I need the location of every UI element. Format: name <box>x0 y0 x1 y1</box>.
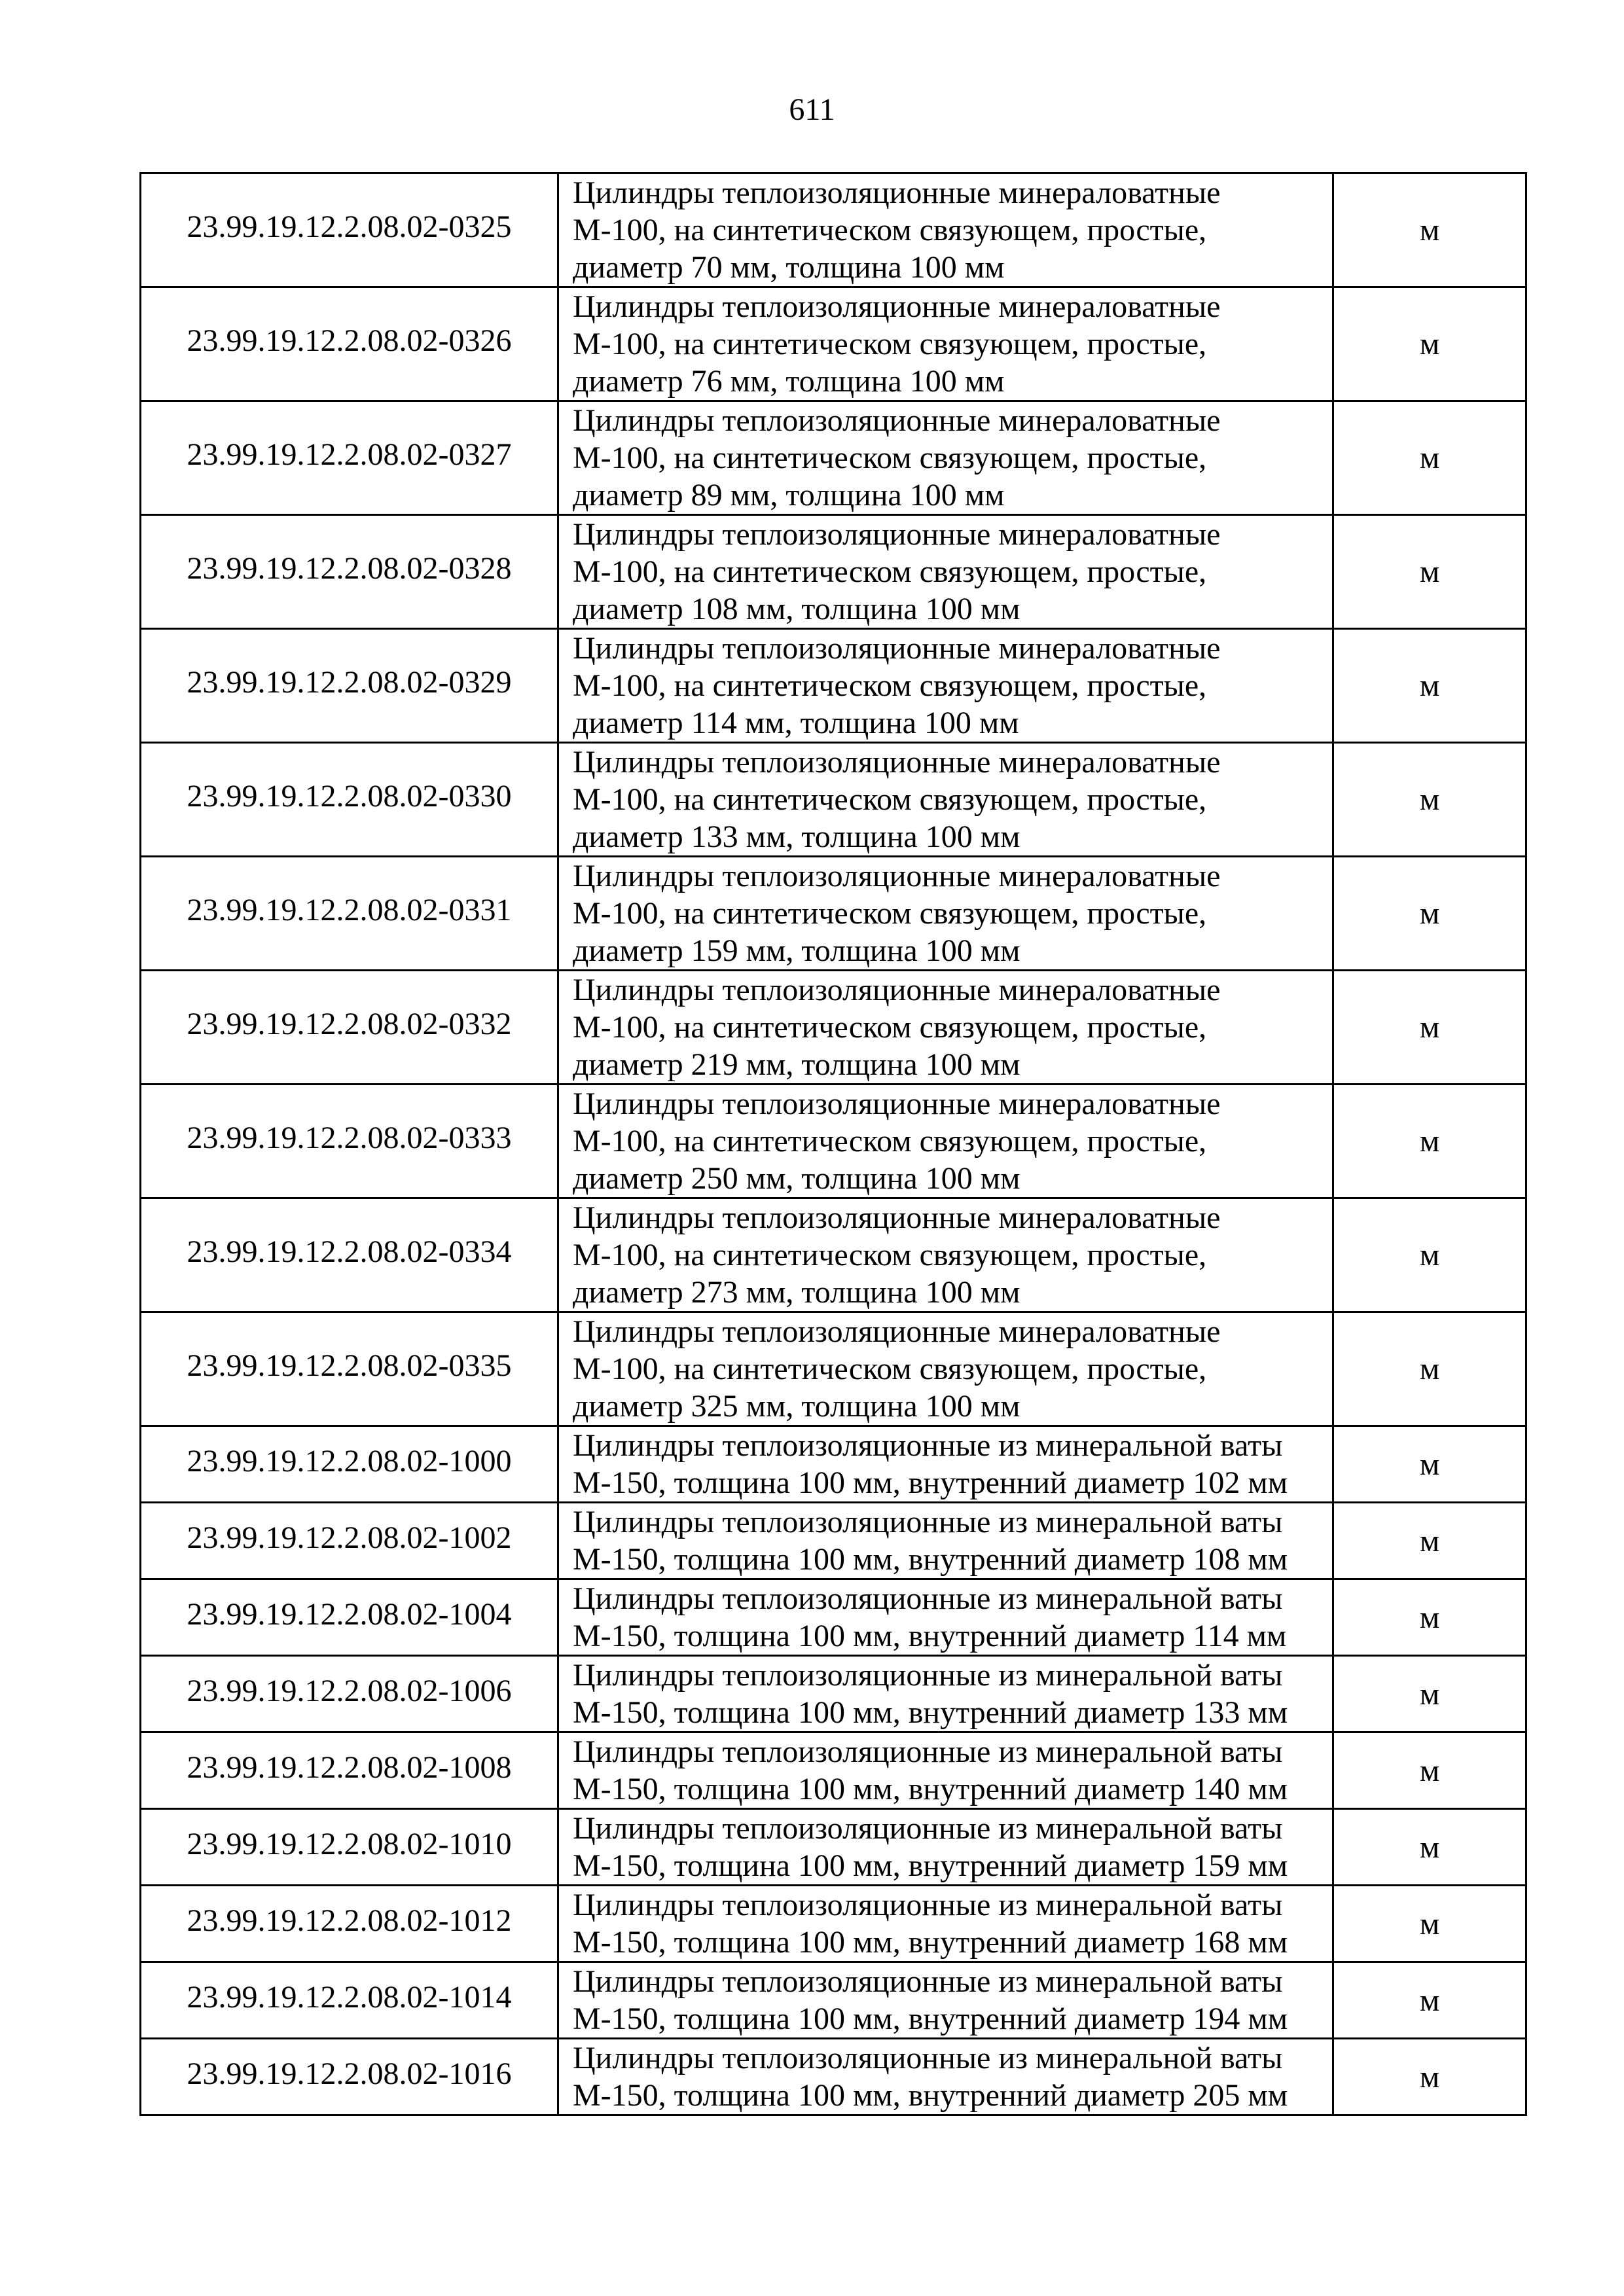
unit-cell: м <box>1333 1962 1526 2039</box>
resource-code-cell: 23.99.19.12.2.08.02-1014 <box>141 1962 558 2039</box>
table-row <box>141 1962 1526 2039</box>
table-row <box>141 1503 1526 1579</box>
unit-cell: м <box>1333 401 1526 515</box>
resource-description-cell: Цилиндры теплоизоляционные из минеральной ваты М-150, толщина 100 мм, внутренний диаметр 205 мм <box>558 2039 1333 2115</box>
table-row <box>141 743 1526 857</box>
table-row <box>141 1886 1526 1962</box>
resource-description-cell: Цилиндры теплоизоляционные минераловатные М-100, на синтетическом связующем, простые, диаметр 325 мм, толщина 100 мм <box>558 1312 1333 1426</box>
resource-description-cell: Цилиндры теплоизоляционные минераловатные М-100, на синтетическом связующем, простые, диаметр 114 мм, толщина 100 мм <box>558 629 1333 743</box>
table-row <box>141 515 1526 629</box>
resource-description-cell: Цилиндры теплоизоляционные минераловатные М-100, на синтетическом связующем, простые, диаметр 219 мм, толщина 100 мм <box>558 971 1333 1085</box>
resource-description-cell: Цилиндры теплоизоляционные минераловатные М-100, на синтетическом связующем, простые, диаметр 273 мм, толщина 100 мм <box>558 1198 1333 1312</box>
resource-code-cell: 23.99.19.12.2.08.02-1012 <box>141 1886 558 1962</box>
table-row <box>141 2039 1526 2115</box>
resource-table-body <box>141 173 1526 2115</box>
unit-cell: м <box>1333 1312 1526 1426</box>
resource-code-cell: 23.99.19.12.2.08.02-0330 <box>141 743 558 857</box>
table-row <box>141 1312 1526 1426</box>
resource-description-cell: Цилиндры теплоизоляционные из минеральной ваты М-150, толщина 100 мм, внутренний диаметр 194 мм <box>558 1962 1333 2039</box>
unit-cell: м <box>1333 857 1526 971</box>
table-row <box>141 1656 1526 1732</box>
unit-cell: м <box>1333 2039 1526 2115</box>
resource-description-cell: Цилиндры теплоизоляционные минераловатные М-100, на синтетическом связующем, простые, диаметр 133 мм, толщина 100 мм <box>558 743 1333 857</box>
page-number: 611 <box>789 92 835 127</box>
resource-code-cell: 23.99.19.12.2.08.02-1008 <box>141 1732 558 1809</box>
table-row <box>141 1732 1526 1809</box>
resource-description-cell: Цилиндры теплоизоляционные из минеральной ваты М-150, толщина 100 мм, внутренний диаметр 168 мм <box>558 1886 1333 1962</box>
unit-cell: м <box>1333 743 1526 857</box>
table-row <box>141 287 1526 401</box>
resource-code-cell: 23.99.19.12.2.08.02-1000 <box>141 1426 558 1503</box>
table-row <box>141 971 1526 1085</box>
resource-description-cell: Цилиндры теплоизоляционные из минеральной ваты М-150, толщина 100 мм, внутренний диаметр 114 мм <box>558 1579 1333 1656</box>
resource-description-cell: Цилиндры теплоизоляционные из минеральной ваты М-150, толщина 100 мм, внутренний диаметр 108 мм <box>558 1503 1333 1579</box>
resource-description-cell: Цилиндры теплоизоляционные из минеральной ваты М-150, толщина 100 мм, внутренний диаметр 140 мм <box>558 1732 1333 1809</box>
table-row <box>141 1426 1526 1503</box>
unit-cell: м <box>1333 1085 1526 1198</box>
table-row <box>141 173 1526 287</box>
resource-code-cell: 23.99.19.12.2.08.02-1006 <box>141 1656 558 1732</box>
table-row <box>141 857 1526 971</box>
unit-cell: м <box>1333 971 1526 1085</box>
resource-code-cell: 23.99.19.12.2.08.02-1010 <box>141 1809 558 1886</box>
resource-description-cell: Цилиндры теплоизоляционные минераловатные М-100, на синтетическом связующем, простые, диаметр 250 мм, толщина 100 мм <box>558 1085 1333 1198</box>
table-row <box>141 1085 1526 1198</box>
resource-code-cell: 23.99.19.12.2.08.02-0334 <box>141 1198 558 1312</box>
unit-cell: м <box>1333 515 1526 629</box>
resource-description-cell: Цилиндры теплоизоляционные из минеральной ваты М-150, толщина 100 мм, внутренний диаметр 102 мм <box>558 1426 1333 1503</box>
unit-cell: м <box>1333 1809 1526 1886</box>
table-row <box>141 1198 1526 1312</box>
resource-code-cell: 23.99.19.12.2.08.02-1016 <box>141 2039 558 2115</box>
table-row <box>141 1809 1526 1886</box>
unit-cell: м <box>1333 1426 1526 1503</box>
unit-cell: м <box>1333 1886 1526 1962</box>
table-row <box>141 401 1526 515</box>
resource-description-cell: Цилиндры теплоизоляционные из минеральной ваты М-150, толщина 100 мм, внутренний диаметр 133 мм <box>558 1656 1333 1732</box>
resource-code-cell: 23.99.19.12.2.08.02-1004 <box>141 1579 558 1656</box>
resource-code-cell: 23.99.19.12.2.08.02-0325 <box>141 173 558 287</box>
resource-code-cell: 23.99.19.12.2.08.02-0333 <box>141 1085 558 1198</box>
resource-code-cell: 23.99.19.12.2.08.02-0328 <box>141 515 558 629</box>
unit-cell: м <box>1333 287 1526 401</box>
unit-cell: м <box>1333 1198 1526 1312</box>
resource-description-cell: Цилиндры теплоизоляционные минераловатные М-100, на синтетическом связующем, простые, диаметр 70 мм, толщина 100 мм <box>558 173 1333 287</box>
resource-code-cell: 23.99.19.12.2.08.02-0335 <box>141 1312 558 1426</box>
resource-description-cell: Цилиндры теплоизоляционные минераловатные М-100, на синтетическом связующем, простые, диаметр 108 мм, толщина 100 мм <box>558 515 1333 629</box>
resource-description-cell: Цилиндры теплоизоляционные минераловатные М-100, на синтетическом связующем, простые, диаметр 76 мм, толщина 100 мм <box>558 287 1333 401</box>
unit-cell: м <box>1333 1656 1526 1732</box>
resource-code-cell: 23.99.19.12.2.08.02-0332 <box>141 971 558 1085</box>
resource-code-cell: 23.99.19.12.2.08.02-0326 <box>141 287 558 401</box>
unit-cell: м <box>1333 1579 1526 1656</box>
unit-cell: м <box>1333 1732 1526 1809</box>
resource-code-cell: 23.99.19.12.2.08.02-0329 <box>141 629 558 743</box>
resource-table <box>139 172 1527 2116</box>
resource-code-cell: 23.99.19.12.2.08.02-1002 <box>141 1503 558 1579</box>
unit-cell: м <box>1333 173 1526 287</box>
resource-description-cell: Цилиндры теплоизоляционные минераловатные М-100, на синтетическом связующем, простые, диаметр 159 мм, толщина 100 мм <box>558 857 1333 971</box>
resource-code-cell: 23.99.19.12.2.08.02-0327 <box>141 401 558 515</box>
resource-description-cell: Цилиндры теплоизоляционные минераловатные М-100, на синтетическом связующем, простые, диаметр 89 мм, толщина 100 мм <box>558 401 1333 515</box>
table-row <box>141 1579 1526 1656</box>
unit-cell: м <box>1333 629 1526 743</box>
resource-description-cell: Цилиндры теплоизоляционные из минеральной ваты М-150, толщина 100 мм, внутренний диаметр 159 мм <box>558 1809 1333 1886</box>
resource-code-cell: 23.99.19.12.2.08.02-0331 <box>141 857 558 971</box>
table-row <box>141 629 1526 743</box>
unit-cell: м <box>1333 1503 1526 1579</box>
